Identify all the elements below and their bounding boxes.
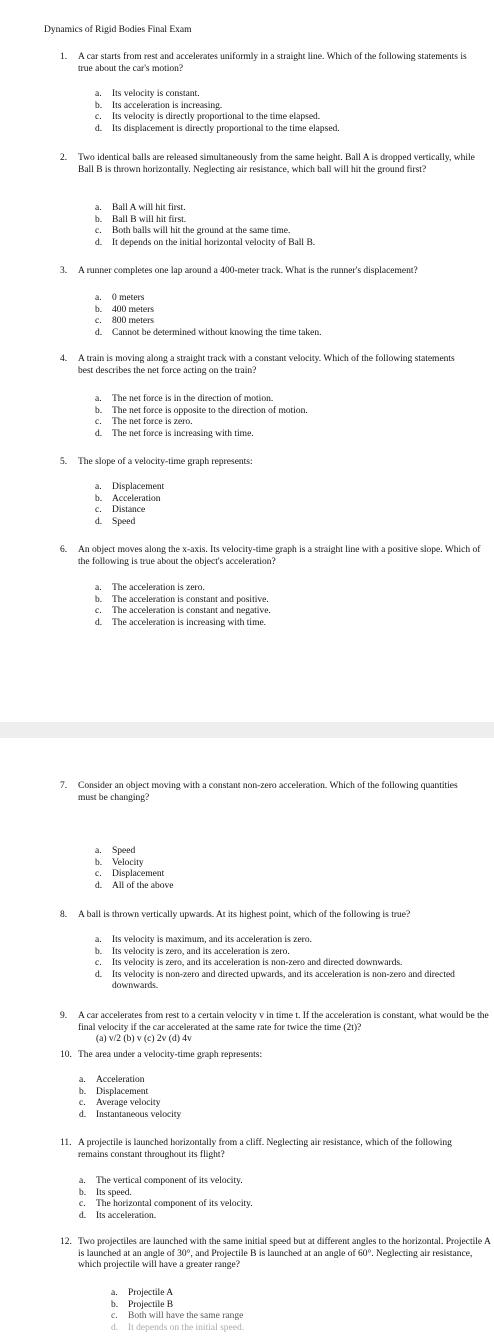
option-text: Both will have the same range <box>128 1311 244 1321</box>
options-q7 <box>95 846 475 892</box>
option-letter: b. <box>95 100 103 111</box>
option-item <box>95 846 475 858</box>
option-text: The acceleration is constant and positive. <box>112 594 269 605</box>
option-letter: d. <box>95 428 103 439</box>
option-letter: a. <box>95 394 102 404</box>
question-10 <box>60 1050 490 1062</box>
options-q10 <box>79 1075 459 1121</box>
question-text: A ball is thrown vertically upwards. At its highest point, which of the following is true? <box>78 910 411 920</box>
option-text: Projectile B <box>128 1299 174 1310</box>
option-text: Its acceleration is increasing. <box>112 100 223 111</box>
options-q6 <box>95 583 475 629</box>
option-text: The net force is in the direction of motion. <box>112 394 274 404</box>
option-item <box>95 238 475 250</box>
option-item <box>95 394 475 406</box>
option-text: The acceleration is increasing with time. <box>112 617 267 628</box>
question-number: 3. <box>60 266 68 276</box>
option-item <box>95 112 475 124</box>
option-text: Its velocity is non-zero and directed upwards, and its acceleration is non-zero and directed downwards. <box>112 969 455 991</box>
option-letter: a. <box>95 89 102 99</box>
option-item <box>95 417 475 429</box>
option-text: The acceleration is zero. <box>112 583 205 593</box>
question-5 <box>60 457 470 469</box>
option-letter: a. <box>95 935 102 945</box>
options-q5 <box>95 482 475 528</box>
option-letter: b. <box>95 405 103 416</box>
question-number: 2. <box>60 153 68 163</box>
option-text: Both balls will hit the ground at the same time. <box>112 226 291 236</box>
option-text: Its displacement is directly proportional to the time elapsed. <box>112 123 340 134</box>
option-item <box>95 215 475 227</box>
option-text: Its velocity is zero, and its acceleration is zero. <box>112 946 290 957</box>
option-letter: b. <box>95 594 103 605</box>
options-q4 <box>95 394 475 440</box>
option-text: Its velocity is constant. <box>112 89 200 99</box>
option-letter: a. <box>79 1176 86 1186</box>
question-number: 5. <box>60 457 68 467</box>
question-3 <box>60 266 490 278</box>
option-letter: d. <box>111 1322 119 1333</box>
option-item <box>95 935 475 947</box>
question-8 <box>60 910 490 922</box>
option-item <box>95 869 475 881</box>
option-text: 800 meters <box>112 316 154 326</box>
option-letter: d. <box>95 969 103 980</box>
question-number: 1. <box>60 52 68 62</box>
option-letter: c. <box>95 417 102 427</box>
option-text: Displacement <box>112 869 165 879</box>
option-item <box>95 583 475 595</box>
option-letter: b. <box>95 493 103 504</box>
question-text: A car starts from rest and accelerates uniformly in a straight line. Which of the following statements is true about the car's motion? <box>78 52 467 74</box>
option-text: It depends on the initial speed. <box>128 1322 245 1333</box>
option-item <box>95 101 475 113</box>
option-text: Its acceleration. <box>96 1210 157 1221</box>
option-item <box>95 328 475 340</box>
option-text: The net force is increasing with time. <box>112 428 254 439</box>
option-letter: b. <box>95 857 103 868</box>
option-item <box>95 606 475 618</box>
question-11 <box>60 1138 470 1161</box>
option-letter: d. <box>95 237 103 248</box>
option-item <box>95 293 475 305</box>
option-text: Distance <box>112 505 146 515</box>
option-letter: a. <box>95 293 102 303</box>
option-item <box>95 947 475 959</box>
question-7 <box>60 781 470 804</box>
options-q3 <box>95 293 475 339</box>
option-item <box>79 1098 459 1110</box>
option-text: The acceleration is constant and negative. <box>112 606 271 616</box>
option-text: All of the above <box>112 880 174 891</box>
option-item <box>95 970 475 993</box>
option-text: The net force is zero. <box>112 417 193 427</box>
option-letter: b. <box>95 946 103 957</box>
question-12 <box>60 1237 492 1272</box>
option-text: 400 meters <box>112 304 154 315</box>
option-text: Its velocity is zero, and its acceleration is non-zero and directed downwards. <box>112 958 403 968</box>
option-letter: a. <box>95 583 102 593</box>
question-number: 6. <box>60 545 68 555</box>
question-number: 9. <box>60 1011 68 1021</box>
option-item <box>95 517 475 529</box>
option-item <box>111 1323 471 1335</box>
option-letter: d. <box>95 123 103 134</box>
option-item <box>79 1176 459 1188</box>
option-text: Speed <box>112 846 136 856</box>
inline-options: (a) v/2 (b) v (c) 2v (d) 4v <box>96 1034 192 1044</box>
option-text: Displacement <box>112 482 165 492</box>
option-text: Ball B will hit first. <box>112 214 187 225</box>
option-letter: d. <box>95 327 103 338</box>
option-letter: d. <box>95 617 103 628</box>
document-page-2 <box>0 738 494 1343</box>
option-item <box>111 1311 471 1323</box>
option-item <box>95 203 475 215</box>
option-letter: c. <box>95 112 102 122</box>
option-item <box>95 505 475 517</box>
option-letter: a. <box>111 1288 118 1298</box>
option-item <box>95 618 475 630</box>
option-letter: c. <box>95 505 102 515</box>
option-letter: d. <box>95 516 103 527</box>
option-text: Average velocity <box>96 1098 161 1108</box>
option-text: Acceleration <box>112 493 161 504</box>
question-text: An object moves along the x-axis. Its velocity-time graph is a straight line with a positive slope. Which of the following is true about the object's acceleration? <box>78 545 481 567</box>
option-letter: b. <box>79 1086 87 1097</box>
question-text: Two identical balls are released simultaneously from the same height. Ball A is dropped vertically, while Ball B is thrown horizontally. Neglecting air resistance, which ball will hit the ground first? <box>78 153 475 175</box>
question-text: The area under a velocity-time graph represents: <box>78 1050 263 1060</box>
option-item <box>95 494 475 506</box>
option-letter: c. <box>79 1098 86 1108</box>
question-number: 10. <box>60 1050 72 1060</box>
option-item <box>95 89 475 101</box>
options-q1 <box>95 89 475 135</box>
option-letter: d. <box>79 1210 87 1221</box>
question-1 <box>60 52 470 75</box>
exam-title: Dynamics of Rigid Bodies Final Exam <box>44 25 192 35</box>
question-4 <box>60 354 470 377</box>
option-item <box>95 482 475 494</box>
option-letter: d. <box>79 1109 87 1120</box>
question-number: 12. <box>60 1237 72 1247</box>
options-q8 <box>95 935 475 993</box>
option-item <box>95 958 475 970</box>
option-item <box>79 1075 459 1087</box>
option-letter: b. <box>111 1299 119 1310</box>
option-text: The net force is opposite to the direction of motion. <box>112 405 308 416</box>
option-text: Velocity <box>112 857 144 868</box>
option-text: Cannot be determined without knowing the time taken. <box>112 327 322 338</box>
option-letter: c. <box>95 606 102 616</box>
question-2 <box>60 153 490 176</box>
options-q2 <box>95 203 475 249</box>
option-item <box>95 881 475 893</box>
option-text: Its velocity is directly proportional to the time elapsed. <box>112 112 321 122</box>
question-text: Consider an object moving with a constant non-zero acceleration. Which of the following quantities must be changing? <box>78 781 458 803</box>
question-text: A projectile is launched horizontally from a cliff. Neglecting air resistance, which of the following remains constant throughout its flight? <box>78 1138 452 1160</box>
option-item <box>95 406 475 418</box>
option-item <box>79 1087 459 1099</box>
question-9 <box>60 1011 492 1046</box>
option-item <box>95 858 475 870</box>
option-text: Instantaneous velocity <box>96 1109 182 1120</box>
option-letter: b. <box>95 214 103 225</box>
option-letter: c. <box>95 226 102 236</box>
option-text: Ball A will hit first. <box>112 203 186 213</box>
option-text: Its speed. <box>96 1187 132 1198</box>
option-item <box>79 1199 459 1211</box>
question-text: A car accelerates from rest to a certain velocity v in time t. If the acceleration is constant, what would be the final velocity if the car accelerated at the same rate for twice the time (2t)? <box>78 1011 489 1033</box>
option-item <box>79 1110 459 1122</box>
option-text: It depends on the initial horizontal velocity of Ball B. <box>112 237 316 248</box>
option-item <box>95 226 475 238</box>
options-q12 <box>111 1288 471 1334</box>
question-number: 8. <box>60 910 68 920</box>
option-letter: a. <box>79 1075 86 1085</box>
option-item <box>79 1188 459 1200</box>
question-number: 7. <box>60 781 68 791</box>
option-text: Acceleration <box>96 1075 145 1085</box>
option-text: Speed <box>112 516 136 527</box>
option-letter: b. <box>79 1187 87 1198</box>
option-item <box>111 1300 471 1312</box>
option-item <box>95 124 475 136</box>
option-item <box>79 1211 459 1223</box>
question-6 <box>60 545 492 568</box>
option-item <box>95 305 475 317</box>
question-number: 4. <box>60 354 68 364</box>
options-q11 <box>79 1176 459 1222</box>
option-letter: c. <box>79 1199 86 1209</box>
option-letter: b. <box>95 304 103 315</box>
question-text: A train is moving along a straight track with a constant velocity. Which of the following statements best describes the net force acting on the train? <box>78 354 455 376</box>
option-text: 0 meters <box>112 293 145 303</box>
option-letter: c. <box>95 869 102 879</box>
question-text: Two projectiles are launched with the same initial speed but at different angles to the horizontal. Projectile A is launched at an angle of 30°, and Projectile B is launched at an angle of 60°. Neglecting air resistance, which projectile will have a greater range? <box>78 1237 491 1270</box>
question-text: A runner completes one lap around a 400-meter track. What is the runner's displacement? <box>78 266 418 276</box>
option-text: Displacement <box>96 1086 149 1097</box>
option-text: Projectile A <box>128 1288 174 1298</box>
question-text: The slope of a velocity-time graph represents: <box>78 457 253 467</box>
option-text: The vertical component of its velocity. <box>96 1176 243 1186</box>
page-separator <box>0 722 494 738</box>
option-text: The horizontal component of its velocity. <box>96 1199 253 1209</box>
option-letter: c. <box>95 958 102 968</box>
option-letter: a. <box>95 203 102 213</box>
option-letter: a. <box>95 846 102 856</box>
option-item <box>111 1288 471 1300</box>
option-item <box>95 595 475 607</box>
option-item <box>95 316 475 328</box>
option-text: Its velocity is maximum, and its acceleration is zero. <box>112 935 312 945</box>
option-letter: c. <box>95 316 102 326</box>
option-letter: c. <box>111 1311 118 1321</box>
option-letter: a. <box>95 482 102 492</box>
option-item <box>95 429 475 441</box>
question-number: 11. <box>60 1138 72 1148</box>
option-letter: d. <box>95 880 103 891</box>
